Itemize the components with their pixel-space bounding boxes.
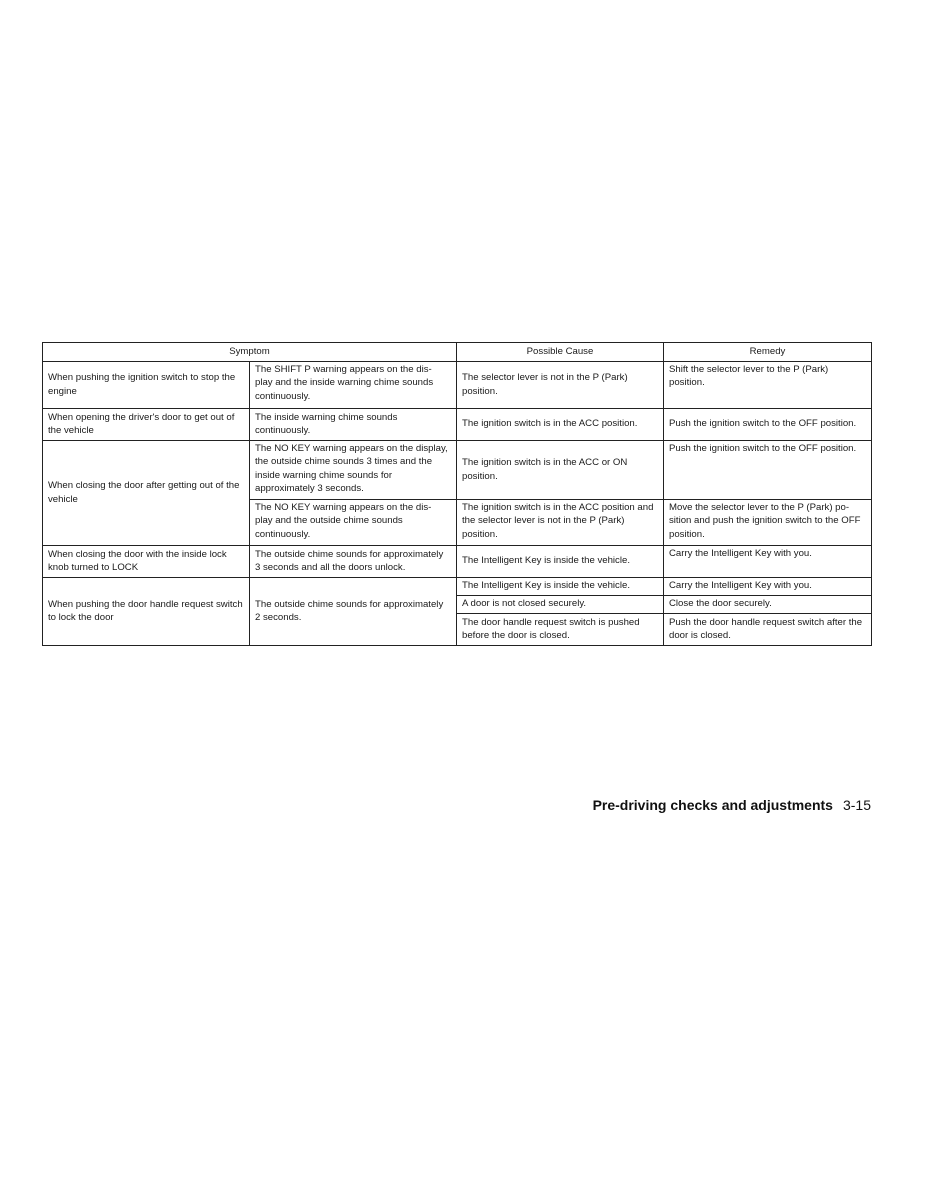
symptom-detail-cell: The outside chime sounds for approximately 2 seconds. [250,577,457,645]
symptom-cell: When opening the driver's door to get out of the vehicle [43,408,250,440]
table-row [43,408,872,440]
remedy-cell: Push the ignition switch to the OFF position. [664,408,872,440]
symptom-detail-cell: The outside chime sounds for approximately 3 seconds and all the doors unlock. [250,545,457,577]
remedy-cell: Shift the selector lever to the P (Park) position. [664,361,872,408]
header-symptom: Symptom [43,343,457,362]
remedy-cell: Carry the Intelligent Key with you. [664,577,872,595]
symptom-cell: When closing the door after getting out of the vehicle [43,440,250,545]
symptom-detail-cell: The SHIFT P warning appears on the dis- play and the inside warning chime sounds continuously. [250,361,457,408]
page-number: 3-15 [842,797,871,813]
remedy-cell: Push the ignition switch to the OFF position. [664,440,872,499]
section-title: Pre-driving checks and adjustments [592,797,833,813]
symptom-detail-cell: The NO KEY warning appears on the dis- play and the outside chime sounds continuously. [250,499,457,545]
table-header-row [43,343,872,362]
cause-cell: The selector lever is not in the P (Park) position. [457,361,664,408]
symptom-cell: When pushing the ignition switch to stop the engine [43,361,250,408]
symptom-detail-cell: The NO KEY warning appears on the display, the outside chime sounds 3 times and the inside warning chime sounds for approximately 3 seconds. [250,440,457,499]
table-row [43,577,872,595]
cause-cell: The ignition switch is in the ACC or ON position. [457,440,664,499]
table-row [43,440,872,499]
cause-cell: The Intelligent Key is inside the vehicle. [457,545,664,577]
cause-cell: A door is not closed securely. [457,595,664,613]
remedy-cell: Move the selector lever to the P (Park) po- sition and push the ignition switch to the OFF position. [664,499,872,545]
cause-cell: The Intelligent Key is inside the vehicle. [457,577,664,595]
cause-cell: The ignition switch is in the ACC position. [457,408,664,440]
page-footer [593,797,871,813]
header-possible-cause: Possible Cause [457,343,664,362]
symptom-detail-cell: The inside warning chime sounds continuously. [250,408,457,440]
header-remedy: Remedy [664,343,872,362]
troubleshooting-table [42,342,872,646]
symptom-cell: When closing the door with the inside lock knob turned to LOCK [43,545,250,577]
symptom-cell: When pushing the door handle request switch to lock the door [43,577,250,645]
cause-cell: The door handle request switch is pushed before the door is closed. [457,613,664,645]
remedy-cell: Close the door securely. [664,595,872,613]
remedy-cell: Push the door handle request switch after the door is closed. [664,613,872,645]
table-row [43,361,872,408]
cause-cell: The ignition switch is in the ACC position and the selector lever is not in the P (Park) position. [457,499,664,545]
remedy-cell: Carry the Intelligent Key with you. [664,545,872,577]
table-row [43,545,872,577]
